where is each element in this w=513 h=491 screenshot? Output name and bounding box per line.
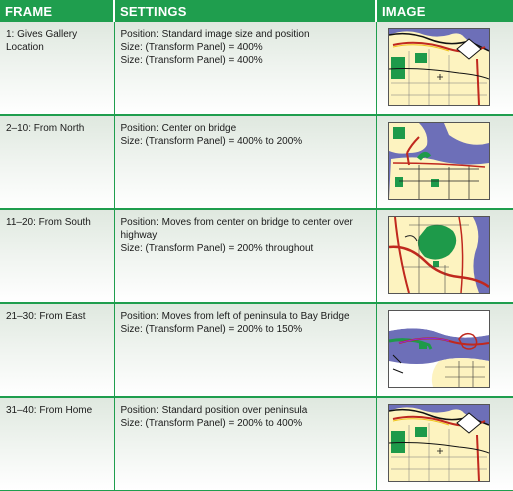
image-cell xyxy=(376,209,513,303)
map-park xyxy=(391,57,405,79)
map-thumbnail-1 xyxy=(388,28,490,106)
frame-cell: 11–20: From South xyxy=(0,209,114,303)
table-row xyxy=(0,22,513,115)
settings-cell xyxy=(114,397,376,491)
settings-line: Position: Standard position over peninsula xyxy=(120,405,308,416)
frame-cell: 2–10: From North xyxy=(0,115,114,209)
settings-cell xyxy=(114,303,376,397)
frame-cell: 31–40: From Home xyxy=(0,397,114,491)
settings-cell xyxy=(114,209,376,303)
image-cell xyxy=(376,303,513,397)
settings-line: Size: (Transform Panel) = 400% to 200% xyxy=(120,136,303,147)
map-thumbnail-5 xyxy=(388,404,490,482)
frame-cell: 21–30: From East xyxy=(0,303,114,397)
settings-line: Position: Moves from left of peninsula to Bay Bridge xyxy=(120,311,350,322)
image-cell xyxy=(376,22,513,115)
settings-line: Size: (Transform Panel) = 200% to 400% xyxy=(120,418,303,429)
settings-line: Size: (Transform Panel) = 200% to 150% xyxy=(120,324,303,335)
settings-line: Position: Moves from center on bridge to center over highway xyxy=(120,217,353,241)
settings-line: Size: (Transform Panel) = 400% xyxy=(120,42,263,53)
header-frame: FRAME xyxy=(0,0,114,22)
settings-line: Position: Center on bridge xyxy=(120,123,237,134)
table-row xyxy=(0,397,513,491)
frame-cell: 1: Gives Gallery Location xyxy=(0,22,114,115)
table-row xyxy=(0,115,513,209)
map-thumbnail-4 xyxy=(388,310,490,388)
header-row xyxy=(0,0,513,22)
settings-cell xyxy=(114,115,376,209)
header-settings: SETTINGS xyxy=(114,0,376,22)
table-row xyxy=(0,209,513,303)
map-thumbnail-2 xyxy=(388,122,490,200)
header-image: IMAGE xyxy=(376,0,513,22)
settings-line: Position: Standard image size and position xyxy=(120,29,310,40)
map-thumbnail-3 xyxy=(388,216,490,294)
table-row xyxy=(0,303,513,397)
image-cell xyxy=(376,397,513,491)
settings-cell xyxy=(114,22,376,115)
settings-line: Size: (Transform Panel) = 400% xyxy=(120,55,263,66)
image-cell xyxy=(376,115,513,209)
settings-line: Size: (Transform Panel) = 200% throughout xyxy=(120,243,314,254)
